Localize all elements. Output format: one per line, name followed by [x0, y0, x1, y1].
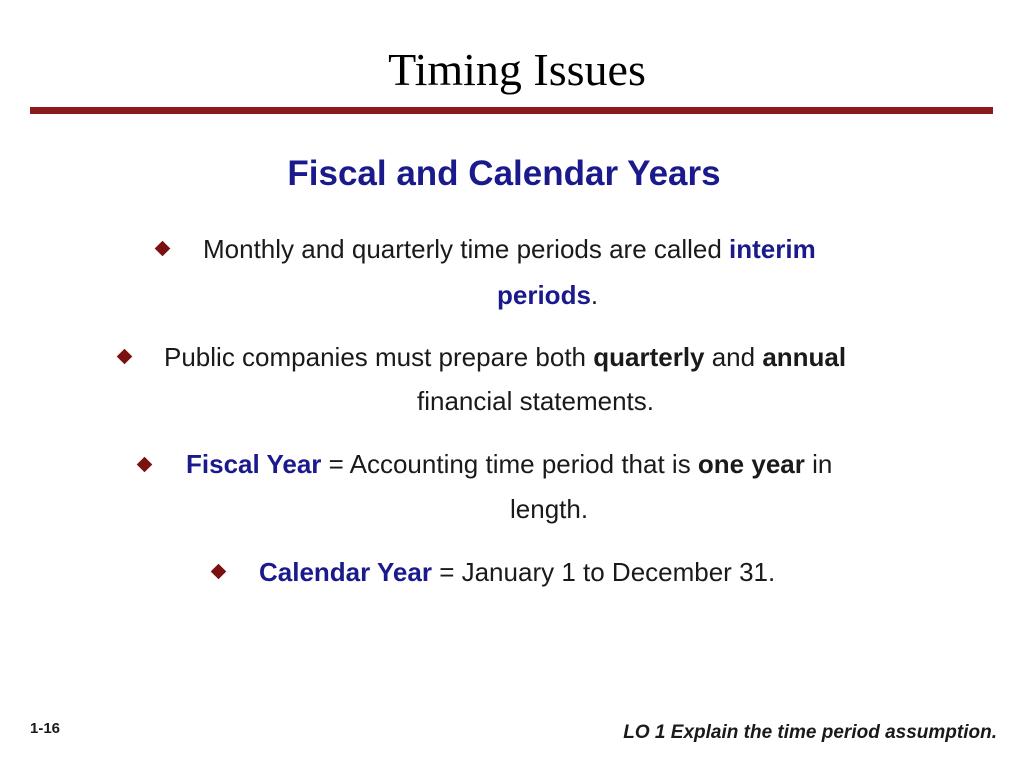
- bullet-text-part: in: [804, 449, 833, 479]
- bullet-text-part: Monthly and quarterly time periods are called: [203, 234, 730, 264]
- diamond-bullet-icon: [117, 349, 133, 365]
- bullet-emphasis: periods: [497, 280, 591, 310]
- page-number: 1-16: [30, 720, 61, 737]
- bullet-text-continued: [497, 272, 598, 318]
- title-divider: [30, 107, 993, 114]
- bullet-text-part: = January 1 to December 31.: [431, 557, 776, 587]
- bullet-emphasis: one year: [697, 449, 805, 479]
- bullet-text-part: .: [590, 280, 599, 310]
- bullet-text-part: length.: [510, 494, 589, 524]
- diamond-bullet-icon: [155, 241, 171, 257]
- bullet-text-continued: [417, 378, 654, 424]
- bullet-emphasis: interim: [729, 234, 816, 264]
- bullet-text-part: financial statements.: [417, 386, 655, 416]
- diamond-bullet-icon: [211, 564, 227, 580]
- bullet-text-part: Public companies must prepare both: [164, 342, 594, 372]
- bullet-text: [164, 334, 846, 380]
- bullet-emphasis: quarterly: [593, 342, 705, 372]
- bullet-text-continued: [510, 486, 588, 532]
- slide-title: Timing Issues: [388, 44, 646, 95]
- diamond-bullet-icon: [137, 457, 153, 473]
- learning-objective: LO 1 Explain the time period assumption.: [623, 722, 997, 743]
- bullet-text: [203, 226, 816, 272]
- bullet-emphasis: Calendar Year: [259, 557, 432, 587]
- bullet-text-part: and: [704, 342, 763, 372]
- bullet-text: [186, 441, 832, 487]
- bullet-emphasis: annual: [762, 342, 847, 372]
- bullet-text: [259, 549, 775, 595]
- bullet-text-part: = Accounting time period that is: [321, 449, 698, 479]
- bullet-emphasis: Fiscal Year: [186, 449, 322, 479]
- slide-subtitle: Fiscal and Calendar Years: [287, 154, 721, 193]
